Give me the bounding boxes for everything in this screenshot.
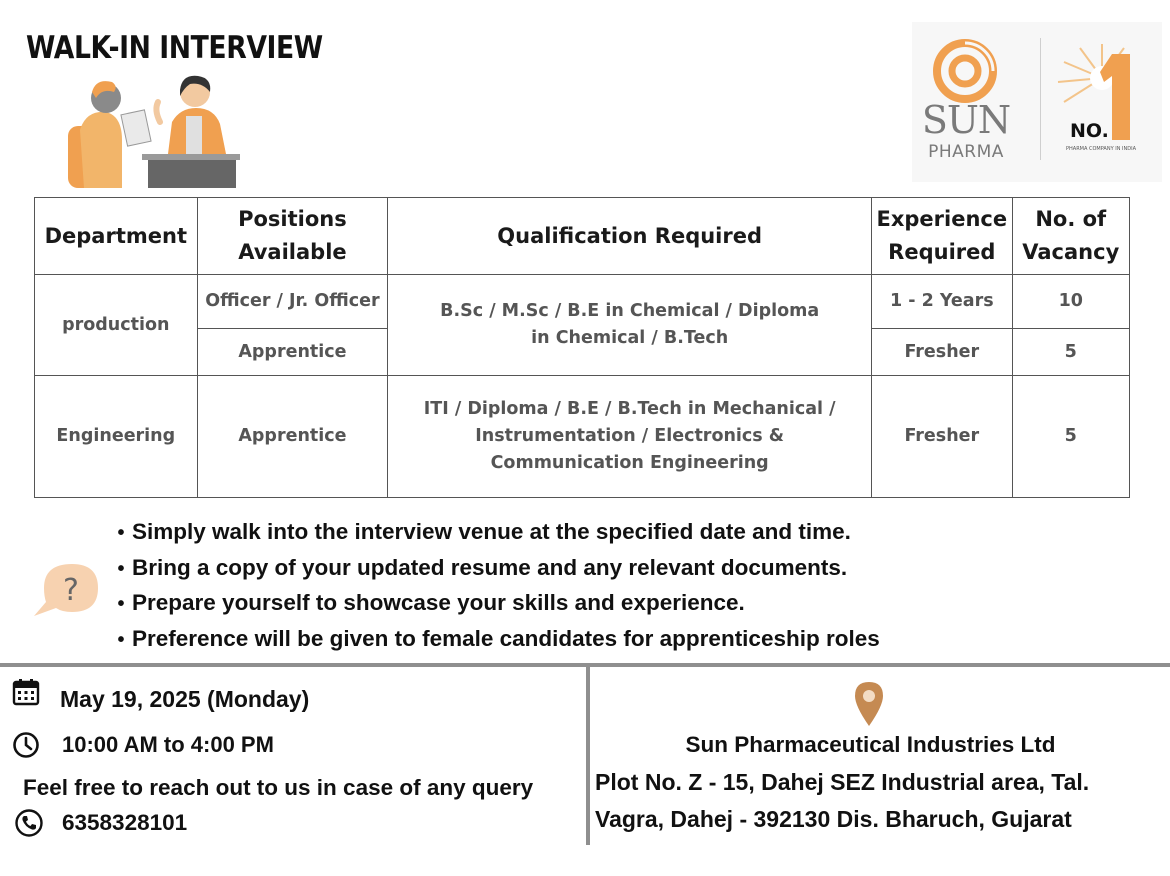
logo-divider bbox=[1040, 38, 1041, 160]
qualification-cell: ITI / Diploma / B.E / B.Tech in Mechanical / Instrumentation / Electronics & Communication Engineering bbox=[388, 376, 872, 498]
svg-text:?: ? bbox=[63, 573, 79, 608]
badge-label: NO. bbox=[1070, 120, 1109, 142]
venue-address-line1: Plot No. Z - 15, Dahej SEZ Industrial area, Tal. bbox=[595, 769, 1090, 795]
badge-subtext: PHARMA COMPANY IN INDIA bbox=[1066, 146, 1136, 152]
department-cell: Engineering bbox=[35, 376, 198, 498]
logo-text-sun: SUN bbox=[921, 98, 1011, 142]
location-pin-icon bbox=[852, 680, 886, 730]
experience-cell: Fresher bbox=[872, 376, 1013, 498]
logo-text-pharma: PHARMA bbox=[928, 142, 1004, 162]
query-text: Feel free to reach out to us in case of any query bbox=[23, 775, 534, 800]
interview-date: May 19, 2025 (Monday) bbox=[60, 686, 310, 712]
experience-cell: 1 - 2 Years bbox=[872, 275, 1013, 329]
department-cell: production bbox=[35, 275, 198, 376]
number-one-badge-icon bbox=[1050, 36, 1150, 164]
experience-cell: Fresher bbox=[872, 329, 1013, 376]
table-header-row bbox=[35, 198, 1130, 275]
header-experience: Experience Required bbox=[872, 198, 1013, 275]
instructions-list bbox=[110, 514, 880, 656]
vacancy-cell: 5 bbox=[1012, 329, 1129, 376]
phone-number[interactable]: 6358328101 bbox=[62, 810, 188, 835]
list-item: • Prepare yourself to showcase your skills and experience. bbox=[110, 585, 880, 621]
position-cell: Apprentice bbox=[197, 329, 388, 376]
clock-icon bbox=[12, 731, 40, 759]
list-item: • Preference will be given to female candidates for apprenticeship roles bbox=[110, 621, 880, 657]
table-row bbox=[35, 275, 1130, 329]
header-department: Department bbox=[35, 198, 198, 275]
vacancy-cell: 10 bbox=[1012, 275, 1129, 329]
position-cell: Officer / Jr. Officer bbox=[197, 275, 388, 329]
position-cell: Apprentice bbox=[197, 376, 388, 498]
question-bubble-icon bbox=[28, 558, 102, 620]
venue-company: Sun Pharmaceutical Industries Ltd bbox=[685, 732, 1056, 757]
interview-time: 10:00 AM to 4:00 PM bbox=[62, 732, 274, 757]
venue-address-line2: Vagra, Dahej - 392130 Dis. Bharuch, Gujarat bbox=[595, 806, 1072, 832]
qualification-cell: B.Sc / M.Sc / B.E in Chemical / Diploma in Chemical / B.Tech bbox=[388, 275, 872, 376]
table-row bbox=[35, 376, 1130, 498]
phone-icon bbox=[14, 808, 44, 838]
vacancy-table bbox=[34, 197, 1130, 498]
header-qualification: Qualification Required bbox=[388, 198, 872, 275]
section-divider bbox=[0, 663, 1170, 667]
header-positions: Positions Available bbox=[197, 198, 388, 275]
page-title: WALK-IN INTERVIEW bbox=[26, 30, 323, 66]
list-item: • Bring a copy of your updated resume and any relevant documents. bbox=[110, 550, 880, 586]
vacancy-cell: 5 bbox=[1012, 376, 1129, 498]
list-item: • Simply walk into the interview venue at the specified date and time. bbox=[110, 514, 880, 550]
calendar-icon bbox=[12, 678, 40, 706]
sun-pharma-logo-icon bbox=[932, 38, 998, 104]
header-vacancy: No. of Vacancy bbox=[1012, 198, 1129, 275]
interview-illustration-icon bbox=[62, 70, 242, 192]
